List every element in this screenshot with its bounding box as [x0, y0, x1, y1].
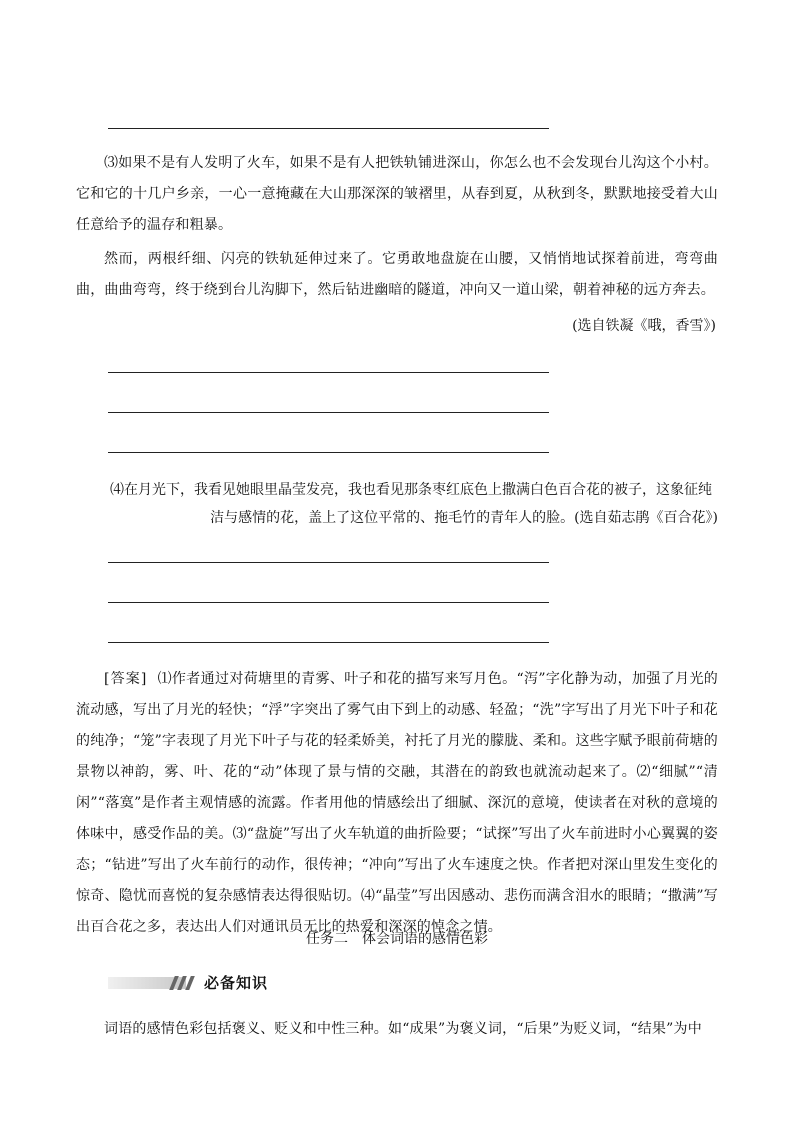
answer-line-p4-3 — [108, 642, 549, 643]
answer-block — [76, 664, 718, 943]
passage-4-line2: 洁与感情的花，盖上了这位平常的、拖毛竹的青年人的脸。(选自茹志鹃《百合花》) — [210, 510, 718, 526]
answer-line-p4-2 — [108, 602, 549, 603]
passage-3: ⑶如果不是有人发明了火车，如果不是有人把铁轨铺进深山，你怎么也不会发现台儿沟这个小村。它和它的十几户乡亲，一心一意掩藏在大山那深深的皱褶里，从春到夏，从秋到冬，默默地接受着大山任意给予的温存和粗暴。 — [76, 155, 718, 233]
passage-3-continued: 然而，两根纤细、闪亮的铁轨延伸过来了。它勇敢地盘旋在山腰，又悄悄地试探着前进，弯弯曲曲，曲曲弯弯，终于绕到台儿沟脚下，然后钻进幽暗的隧道，冲向又一道山梁，朝着神秘的远方奔去。 — [76, 251, 718, 298]
passage-4 — [110, 476, 718, 532]
knowledge-header — [108, 974, 278, 992]
knowledge-slash-3 — [185, 976, 195, 990]
answer-line-p3-3 — [108, 452, 549, 453]
answer-line-p3-1 — [108, 372, 549, 373]
answer-tag: [答案] — [104, 671, 148, 687]
answer-line-p3-2 — [108, 412, 549, 413]
task2-title — [0, 924, 794, 954]
knowledge-label: 必备知识 — [204, 974, 269, 992]
answer-line-p2 — [108, 128, 549, 129]
passage-4-line1: ⑷在月光下，我看见她眼里晶莹发亮，我也看见那条枣红底色上撒满白色百合花的被子，这象征纯 — [110, 482, 712, 498]
task2-heading: 体会词语的感情色彩 — [362, 931, 488, 947]
answer-line-p4-1 — [108, 562, 549, 563]
answer-text: ⑴作者通过对荷塘里的青雾、叶子和花的描写来写月色。“泻”字化静为动，加强了月光的流动感，写出了月光的轻快；“浮”字突出了雾气由下到上的动感、轻盈；“洗”字写出了月光下叶子和花的纯净；“笼”字表现了月光下叶子与花的轻柔娇美，衬托了月光的朦胧、柔和。这些字赋予眼前荷塘的景物以神韵，雾、叶、花的“动”体现了景与情的交融，其潜在的韵致也就流动起来了。⑵“细腻”“清闲”“落寞”是作者主观情感的流露。作者用他的情感绘出了细腻、深沉的意境，使读者在对秋的意境的体味中，感受作品的美。⑶“盘旋”写出了火车轨道的曲折险要；“试探”写出了火车前进时小心翼翼的姿态；“钻进”写出了火车前行的动作，很传神；“冲向”写出了火车速度之快。作者把对深山里发生变化的惊奇、隐忧而喜悦的复杂感情表达得很贴切。⑷“晶莹”写出因感动、悲伤而满含泪水的眼睛；“撒满”写出百合花之多，表达出人们对通讯员无比的热爱和深深的悼念之情。 — [76, 671, 718, 935]
task2-number: 任务二 — [306, 931, 348, 947]
passage-3-source: (选自铁凝《哦，香雪》) — [572, 318, 716, 334]
emotion-color-paragraph: 词语的感情色彩包括褒义、贬义和中性三种。如“成果”为褒义词，“后果”为贬义词，“结果”为中 — [104, 1021, 702, 1037]
